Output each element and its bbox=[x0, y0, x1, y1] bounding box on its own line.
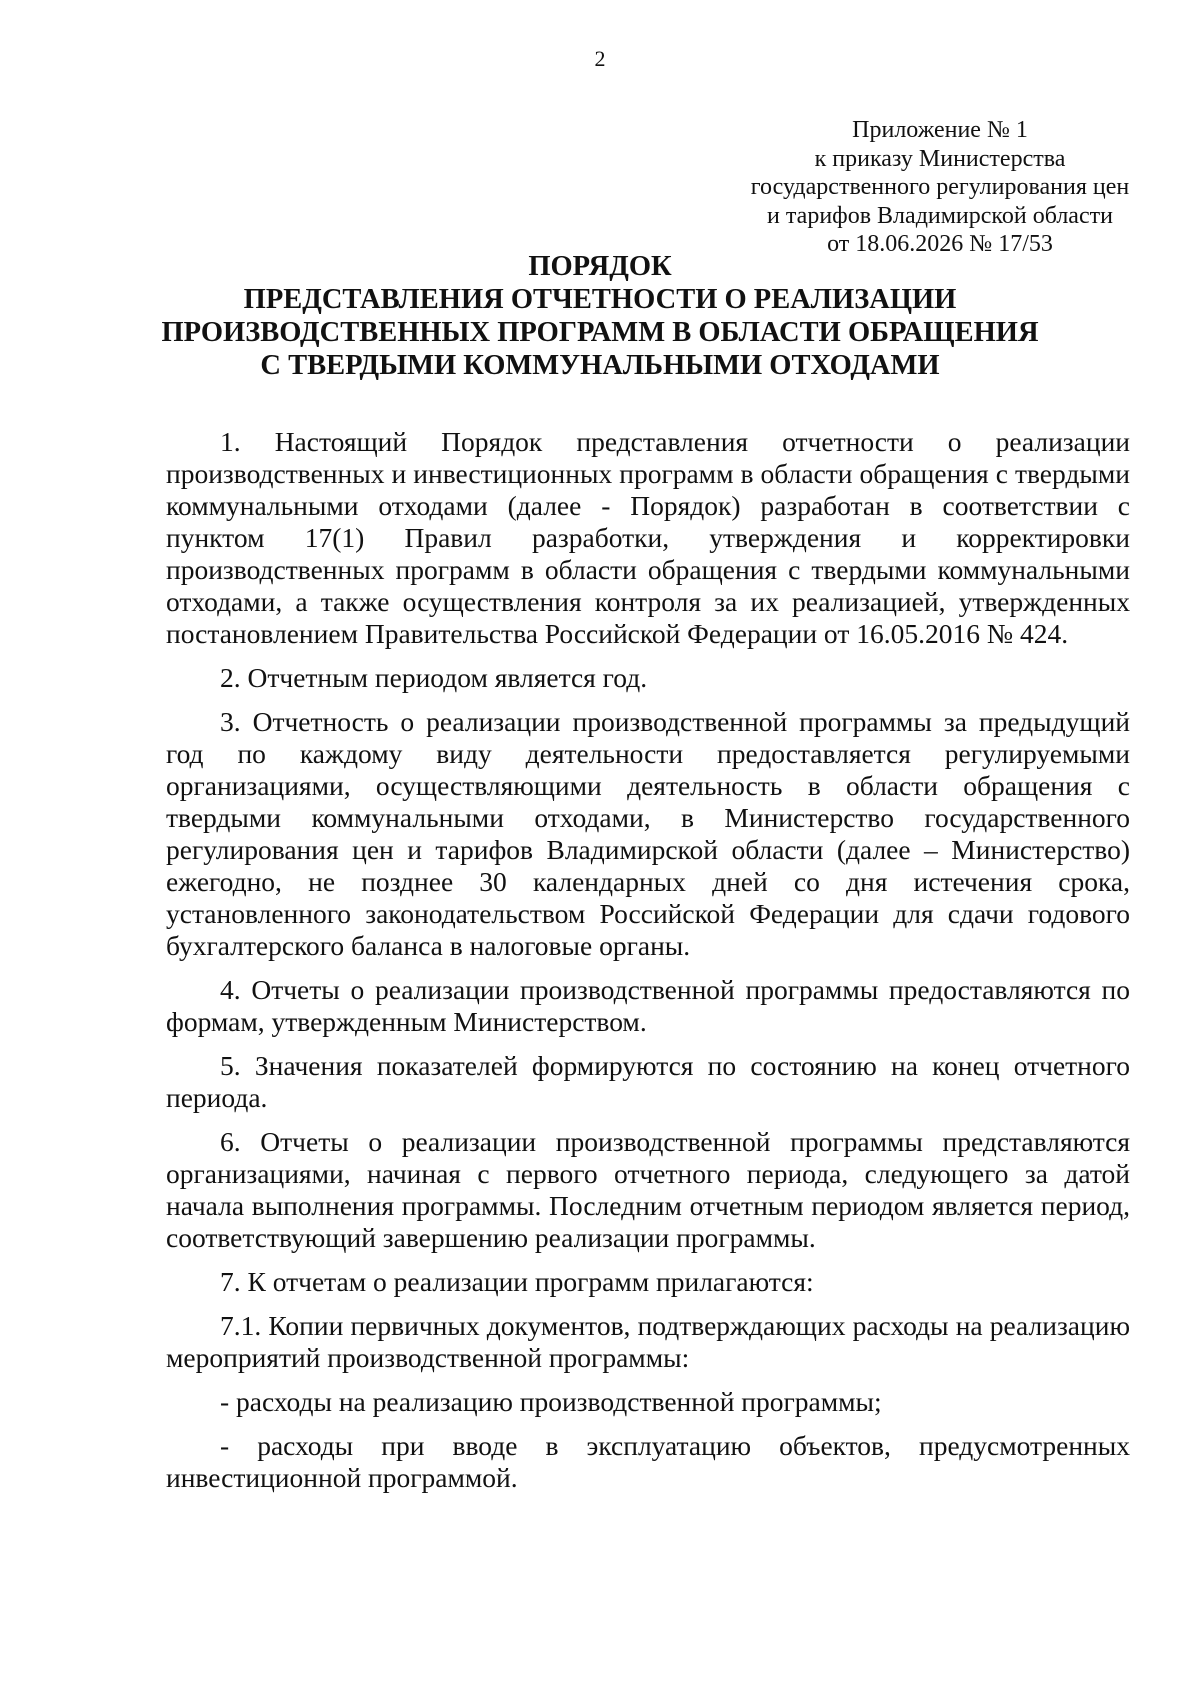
paragraph-1: 1. Настоящий Порядок представления отчетности о реализации производственных и инвестиционных программ в области обращения с твердыми коммунальными отходами (далее - Порядок) разработан в соответствии с пунктом 17(1) Правил разработки, утверждения и корректировки производственных программ в области обращения с твердыми коммунальными отходами, а также осуществления контроля за их реализацией, утвержденных постановлением Правительства Российской Федерации от 16.05.2016 № 424. bbox=[166, 426, 1130, 649]
title-line: ПОРЯДОК bbox=[528, 251, 672, 282]
list-item-production-costs: - расходы на реализацию производственной программы; bbox=[220, 1386, 882, 1417]
list-item-commissioning-costs: - расходы при вводе в эксплуатацию объектов, предусмотренных инвестиционной программой. bbox=[166, 1430, 1130, 1493]
page-number: 2 bbox=[594, 46, 606, 71]
appendix-line: к приказу Министерства bbox=[814, 145, 1066, 172]
appendix-line: от 18.06.2026 № 17/53 bbox=[827, 231, 1053, 257]
paragraph-2: 2. Отчетным периодом является год. bbox=[220, 662, 648, 693]
paragraph-4: 4. Отчеты о реализации производственной программы предоставляются по формам, утвержденным Министерством. bbox=[166, 974, 1130, 1037]
appendix-line: Приложение № 1 bbox=[852, 117, 1028, 143]
paragraph-5: 5. Значения показателей формируются по состоянию на конец отчетного периода. bbox=[166, 1050, 1130, 1113]
paragraph-6: 6. Отчеты о реализации производственной программы представляются организациями, начиная с первого отчетного периода, следующего за датой начала выполнения программы. Последним отчетным периодом является период, соответствующий завершению реализации программы. bbox=[166, 1126, 1130, 1253]
appendix-line: государственного регулирования цен bbox=[750, 174, 1130, 200]
document-body bbox=[166, 426, 1130, 1506]
paragraph-3: 3. Отчетность о реализации производственной программы за предыдущий год по каждому виду деятельности предоставляется регулируемыми организациями, осуществляющими деятельность в области обращения с твердыми коммунальными отходами, в Министерство государственного регулирования цен и тарифов Владимирской области (далее – Министерство) ежегодно, не позднее 30 календарных дней со дня истечения срока, установленного законодательством Российской Федерации для сдачи годового бухгалтерского баланса в налоговые органы. bbox=[166, 706, 1130, 961]
title-line: С ТВЕРДЫМИ КОММУНАЛЬНЫМИ ОТХОДАМИ bbox=[260, 350, 940, 381]
document-title bbox=[140, 250, 1060, 382]
paragraph-7: 7. К отчетам о реализации программ прилагаются: bbox=[220, 1266, 814, 1297]
paragraph-7-1: 7.1. Копии первичных документов, подтверждающих расходы на реализацию мероприятий производственной программы: bbox=[166, 1310, 1130, 1373]
appendix-header bbox=[745, 116, 1135, 259]
title-line: ПРОИЗВОДСТВЕННЫХ ПРОГРАММ В ОБЛАСТИ ОБРАЩЕНИЯ bbox=[161, 317, 1039, 348]
appendix-line: и тарифов Владимирской области bbox=[767, 202, 1113, 229]
title-line: ПРЕДСТАВЛЕНИЯ ОТЧЕТНОСТИ О РЕАЛИЗАЦИИ bbox=[243, 284, 957, 315]
